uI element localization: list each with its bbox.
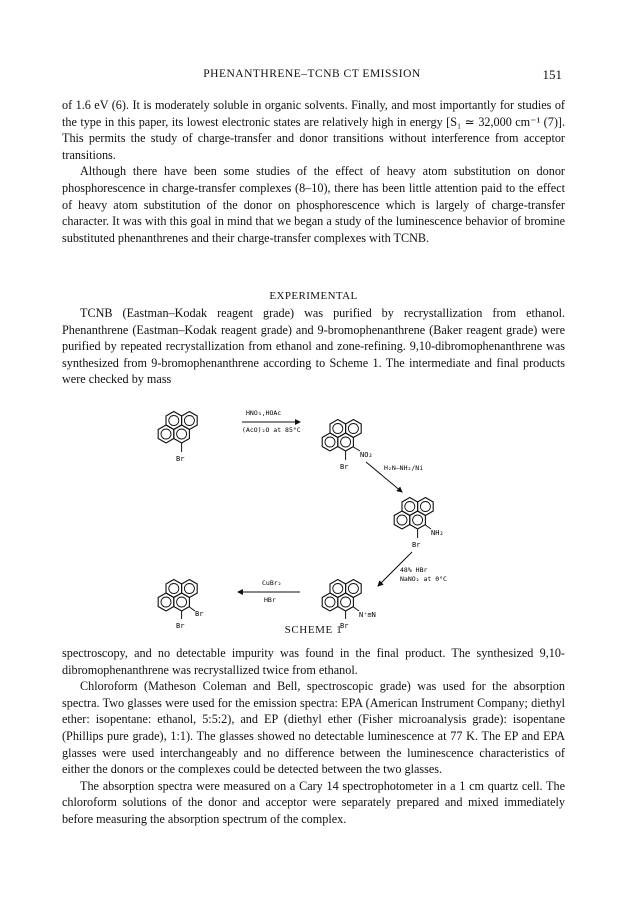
nh2-label: NH₂ [431,529,444,537]
molecule-bromo-nitrophenanthrene [322,420,372,472]
molecule-diazonium-salt [322,580,376,631]
running-header [62,68,562,84]
arrow-step-3 [378,552,447,586]
experimental-paragraph-1: TCNB (Eastman–Kodak reagent grade) was purified by recrystallization from ethanol. Phenanthrene (Eastman–Kodak reagent grade) and 9-bromophenanthrene (Baker reagent grade) were purified by repeated recrystallization from ethanol and zone-refining. 9,10-dibromophenanthrene was synthesized from 9-bromophenanthrene according to Scheme 1. The intermediate and final products were checked by mass [62,306,565,387]
experimental-paragraph-1-block [62,305,565,388]
experimental-paragraph-2: spectroscopy, and no detectable impurity was found in the final product. The synthesized 9,10-dibromophenanthrene was recrystallized twice from ethanol. [62,646,565,677]
experimental-paragraph-3: Chloroform (Matheson Coleman and Bell, spectroscopic grade) was used for the absorption spectra. Two glasses were used for the emission spectra: EPA (American Instrument Company; diethyl ether: isopentane: ethanol, 5:5:2), and EP (diethyl ether (Fisher microanalysis grade): isopentane (Phillips pure grade), 1:1). The glasses showed no detectable luminescence at 77 K. The EP and EPA glasses were used interchangeably and no difference between the luminescence characteristics of either the donors or the complexes could be detected between the two glasses. [62,679,565,777]
br-label-5: Br [176,622,185,630]
step2-reagent: H₂N–NH₂/Ni [384,464,424,472]
step3-reagent-bottom: NaNO₂ at 0°C [400,575,447,583]
section-heading-experimental: EXPERIMENTAL [269,290,358,302]
no2-label: NO₂ [360,451,373,459]
experimental-continued [62,645,565,828]
arrow-step-1 [242,409,301,434]
br-label-3: Br [412,541,421,549]
experimental-paragraph-4: The absorption spectra were measured on a Cary 14 spectrophotometer in a 1 cm quartz cell. The chloroform solutions of the donor and acceptor were separately prepared and mixed immediately before measuring the absorption spectrum of the complex. [62,778,565,826]
br-label-2: Br [340,463,349,471]
molecule-dibromophenanthrene [158,580,203,631]
br-label-4: Br [340,622,349,630]
step1-reagent-top: HNO₃,HOAc [246,409,282,417]
reaction-scheme [150,402,480,632]
intro-paragraph-2: Although there have been some studies of the effect of heavy atom substitution on donor phosphorescence in charge-transfer complexes (8–10), there has been little attention paid to the effect of heavy atom substitution of the donor on phosphorescence which is largely of charge-transfer character. It was with this goal in mind that we began a study of the luminescence behavior of bromine substituted phenanthrenes and their charge-transfer complexes with TCNB. [62,164,565,245]
diazonium-label: N⁺≡N [359,611,376,619]
molecule-9-bromophenanthrene [158,412,197,464]
intro-paragraph-1: of 1.6 eV (6). It is moderately soluble in organic solvents. Finally, and most importantly for studies of the type in this paper, its lowest electronic states are relatively high in energy [S₁ ≃ 32,000 cm⁻¹ (7)]. This permits the study of charge-transfer and donor transitions without interference from acceptor transitions. [62,98,565,162]
step4-reagent-bottom: HBr [264,596,276,604]
page-number: 151 [542,67,562,82]
running-title: PHENANTHRENE–TCNB CT EMISSION [203,68,421,80]
intro-section [62,97,565,246]
step3-reagent-top: 48% HBr [400,566,428,574]
step1-reagent-bottom: (AcO)₂O at 85°C [242,426,301,434]
step4-reagent-top: CuBr₂ [262,579,282,587]
arrow-step-4 [238,579,300,604]
arrow-step-2 [366,462,423,492]
scheme-caption: SCHEME 1 [284,624,343,636]
molecule-aminobromophenanthrene [394,498,443,550]
reaction-scheme-drawing [150,402,480,632]
br-label-1: Br [176,455,185,463]
br-label-6: Br [195,610,204,618]
